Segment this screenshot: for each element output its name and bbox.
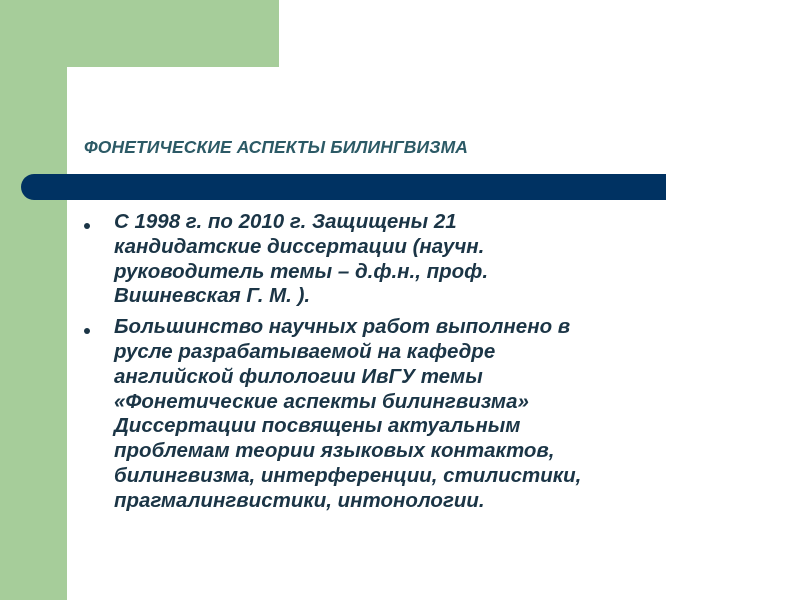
bullet-text-line: С 1998 г. по 2010 г. Защищены 21 <box>114 210 457 233</box>
bullet-text-line: руководитель темы – д.ф.н., проф. <box>114 259 489 283</box>
title-underline-bar <box>21 174 666 200</box>
decorative-green-header-block <box>67 0 279 67</box>
bullet-text-line: кандидатские диссертации (научн. <box>114 234 485 258</box>
bullet-text-line: Диссертации посвящены актуальным <box>114 414 521 438</box>
bullet-list <box>80 210 780 520</box>
bullet-text-line: проблемам теории языковых контактов, <box>114 439 555 463</box>
slide-title: ФОНЕТИЧЕСКИЕ АСПЕКТЫ БИЛИНГВИЗМА <box>84 137 468 157</box>
decorative-green-sidebar <box>0 0 67 600</box>
bullet-text-line: английской филологии ИвГУ темы <box>114 364 483 388</box>
bullet-text-line: билингвизма, интерференции, стилистики, <box>114 463 582 487</box>
bullet-text-line: русле разрабатываемой на кафедре <box>114 339 496 363</box>
bullet-text-line: прагмалингвистики, интонологии. <box>114 488 485 512</box>
bullet-dot-icon <box>84 223 90 229</box>
bullet-text-line: Большинство научных работ выполнено в <box>114 315 571 339</box>
bullet-text-line: Вишневская Г. М. ). <box>114 284 311 308</box>
bullet-text-line: «Фонетические аспекты билингвизма» <box>114 389 529 413</box>
bullet-item-defended-dissertations <box>80 210 780 309</box>
bullet-item-research-topics <box>80 315 780 513</box>
bullet-dot-icon <box>84 328 90 334</box>
